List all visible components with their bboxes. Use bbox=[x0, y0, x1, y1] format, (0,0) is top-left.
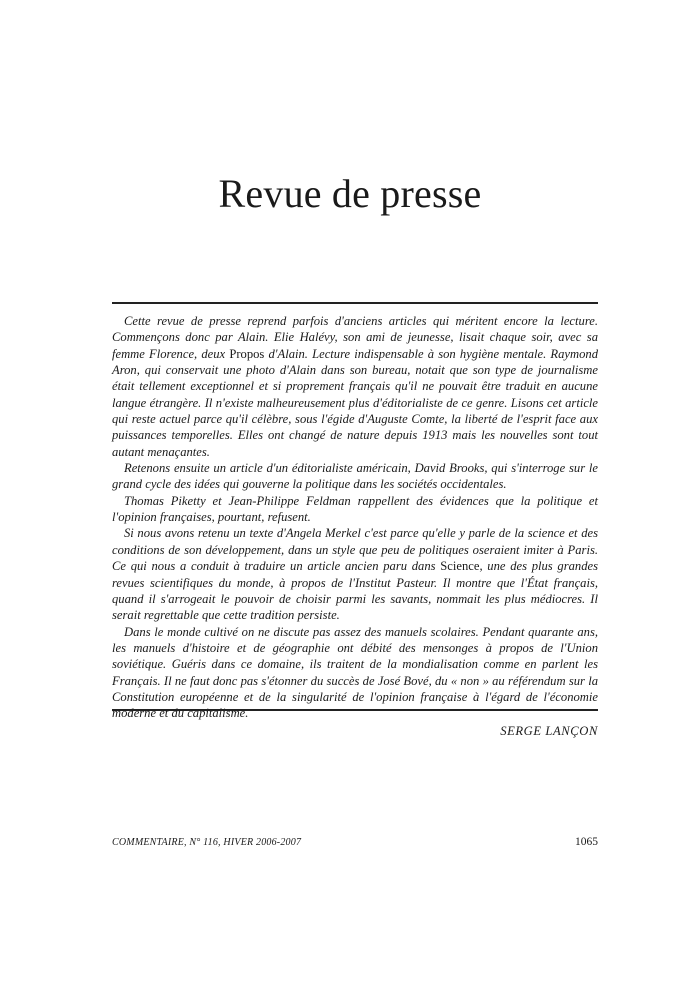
editorial-intro bbox=[112, 313, 598, 739]
top-rule bbox=[112, 302, 598, 304]
author-signature: SERGE LANÇON bbox=[500, 723, 598, 738]
work-title-propos: Propos bbox=[229, 346, 265, 361]
intro-paragraph bbox=[112, 313, 598, 460]
intro-text: , une des plus grandes revues scientifiques du monde, à propos de l'Institut Pasteur. Il montre que l'État français, quand il s'arrogeait le pouvoir de choisir parmi les savants, nommait les plus médiocres. Il serait regrettable que cette tradition persiste. bbox=[112, 559, 598, 623]
intro-text: Cette revue de presse reprend parfois d'anciens articles qui méritent encore la lecture. Commençons donc par Alain. Elie Halévy, son ami de jeunesse, lisait chaque soir, avec sa femme Florence, deux bbox=[112, 314, 598, 361]
intro-paragraph: Retenons ensuite un article d'un éditorialiste américain, David Brooks, qui s'interroge sur le grand cycle des idées qui gouverne la politique dans les sociétés occidentales. bbox=[112, 461, 598, 492]
journal-citation: COMMENTAIRE, N° 116, HIVER 2006-2007 bbox=[112, 837, 302, 848]
intro-text: d'Alain. Lecture indispensable à son hygiène mentale. Raymond Aron, qui conservait une photo d'Alain dans son bureau, notait que son type de journalisme était tellement exceptionnel et si proprement français qu'il ne pouvait être traduit en aucune langue étrangère. Il n'existe malheureusement plus d'éditorialiste de ce genre. Lisons cet article qui reste actuel parce qu'il célèbre, sous l'égide d'Auguste Comte, la liberté de l'esprit face aux puissances temporelles. Elles ont changé de nature depuis 1913 mais les nouvelles sont tout autant menaçantes. bbox=[112, 346, 598, 459]
intro-text: Si nous avons retenu un texte d'Angela Merkel c'est parce qu'elle y parle de la science et des conditions de son développement, dans un style que peu de politiques oseraient imiter à Paris. Ce qui nous a conduit à traduire un article ancien paru dans bbox=[112, 526, 598, 574]
intro-paragraph: Thomas Piketty et Jean-Philippe Feldman rappellent des évidences que la politique et l'opinion françaises, pourtant, refusent. bbox=[112, 493, 598, 525]
bottom-rule bbox=[112, 709, 598, 711]
page-number: 1065 bbox=[575, 836, 598, 848]
journal-title-science: Science bbox=[440, 559, 480, 574]
intro-paragraph: Dans le monde cultivé on ne discute pas assez des manuels scolaires. Pendant quarante ans, les manuels d'histoire et de géographie ont débité des mensonges à propos de l'Union soviétique. Guéris dans ce domaine, ils traitent de la mondialisation comme en parlent les Français. Il ne faut donc pas s'étonner du succès de José Bové, du « non » au référendum sur la Constitution européenne et de la singularité de l'opinion française à l'égard de l'économie moderne et du capitalisme. bbox=[112, 624, 598, 721]
intro-paragraph bbox=[112, 525, 598, 623]
page-title: Revue de presse bbox=[218, 171, 482, 216]
